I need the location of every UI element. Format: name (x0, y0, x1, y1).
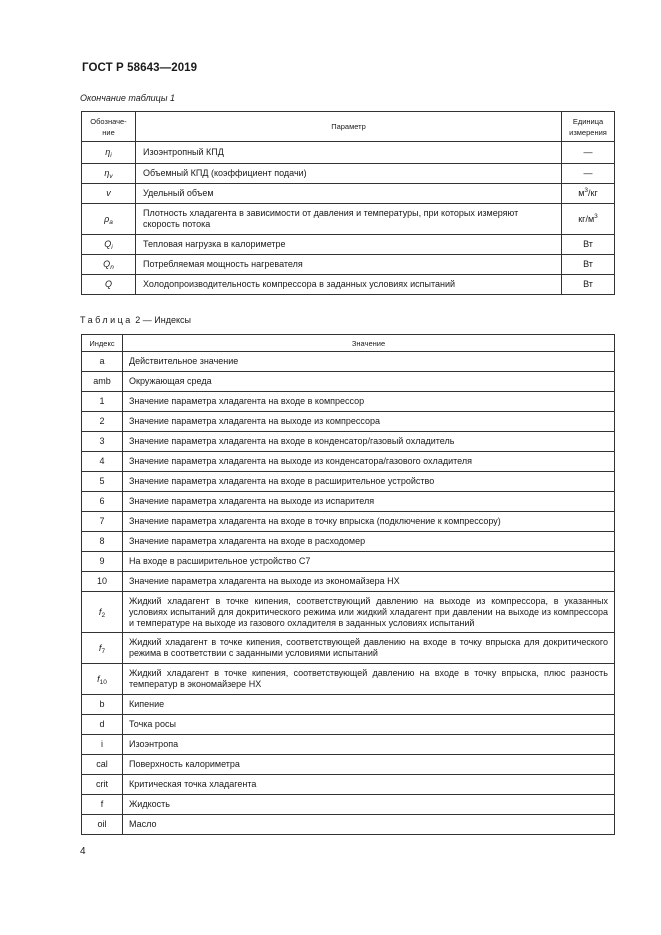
table2-caption (80, 315, 191, 325)
index-cell (82, 412, 123, 432)
symbol-cell (82, 255, 136, 275)
index-text: i (101, 739, 103, 749)
index-text: f (98, 606, 102, 617)
index-text: 9 (99, 556, 105, 566)
table2-row (82, 775, 615, 795)
table1-row (82, 184, 615, 204)
table1-row (82, 275, 615, 295)
unit-cell (562, 164, 615, 184)
value-cell: Изоэнтропа (123, 735, 615, 755)
parameter-cell: Удельный объем (136, 184, 562, 204)
value-cell: Значение параметра хладагента на входе в конденсатор/газовый охладитель (123, 432, 615, 452)
index-cell (82, 795, 123, 815)
index-cell (82, 755, 123, 775)
symbol-cell (82, 204, 136, 235)
table2-row (82, 432, 615, 452)
table2-row (82, 372, 615, 392)
index-cell (82, 815, 123, 835)
value-cell: Кипение (123, 695, 615, 715)
unit-suffix: /кг (588, 188, 598, 198)
index-cell (82, 452, 123, 472)
unit-text: — (583, 168, 593, 178)
value-cell: Значение параметра хладагента на входе в расходомер (123, 532, 615, 552)
unit-superscript: 3 (584, 187, 589, 194)
symbol-text: η (105, 147, 111, 157)
unit-cell (562, 275, 615, 295)
index-text: 7 (99, 516, 105, 526)
unit-text: Вт (583, 259, 593, 269)
table1-row (82, 204, 615, 235)
symbol-subscript: i (110, 152, 112, 159)
table2-row (82, 735, 615, 755)
index-text: crit (96, 779, 108, 789)
index-text: 6 (99, 496, 105, 506)
symbol-text: v (106, 188, 111, 198)
parameter-cell: Объемный КПД (коэффициент подачи) (136, 164, 562, 184)
table1-header-row (82, 112, 615, 142)
index-cell (82, 532, 123, 552)
index-subscript: 7 (101, 647, 106, 655)
symbol-text: η (104, 168, 110, 178)
col-symbol-header: Обозначе- ние (82, 112, 136, 142)
index-subscript: 2 (101, 611, 106, 619)
unit-cell (562, 142, 615, 164)
index-cell (82, 492, 123, 512)
symbol-subscript: i (111, 244, 113, 251)
table2-header-row (82, 335, 615, 352)
symbol-cell (82, 275, 136, 295)
value-cell: Критическая точка хладагента (123, 775, 615, 795)
table2-row (82, 755, 615, 775)
index-text: 3 (99, 436, 105, 446)
page-number: 4 (80, 846, 86, 857)
index-cell (82, 633, 123, 664)
parameter-cell: Холодопроизводительность компрессора в заданных условиях испытаний (136, 275, 562, 295)
table2-row (82, 352, 615, 372)
value-cell: Жидкий хладагент в точке кипения, соответствующей давлению на входе в точку впрыска, плюс разность температур в экономайзере НХ (123, 664, 615, 695)
symbol-text: Q (104, 279, 112, 289)
table2-row (82, 452, 615, 472)
index-text: cal (96, 759, 108, 769)
index-cell (82, 715, 123, 735)
col-param-header: Параметр (136, 112, 562, 142)
index-text: oil (97, 819, 107, 829)
unit-text: м (578, 188, 585, 198)
index-cell (82, 432, 123, 452)
table2-row (82, 472, 615, 492)
index-cell (82, 735, 123, 755)
value-cell: Значение параметра хладагента на выходе из компрессора (123, 412, 615, 432)
index-text: f (100, 799, 104, 809)
parameter-cell: Потребляемая мощность нагревателя (136, 255, 562, 275)
table2-row (82, 512, 615, 532)
table1-row (82, 142, 615, 164)
col-unit-header: Единица измерения (562, 112, 615, 142)
table2-row (82, 815, 615, 835)
value-cell: Значение параметра хладагента на выходе из конденсатора/газового охладителя (123, 452, 615, 472)
value-cell: Точка росы (123, 715, 615, 735)
table2-row (82, 715, 615, 735)
table1-row (82, 255, 615, 275)
col-value-header: Значение (123, 335, 615, 352)
symbol-text: ρ (104, 213, 110, 224)
table2-row (82, 664, 615, 695)
symbol-subscript: v (109, 173, 113, 180)
table2-row (82, 633, 615, 664)
unit-cell (562, 184, 615, 204)
table-indices (81, 334, 615, 835)
value-cell: Значение параметра хладагента на выходе из испарителя (123, 492, 615, 512)
value-cell: На входе в расширительное устройство С7 (123, 552, 615, 572)
value-cell: Жидкость (123, 795, 615, 815)
table2-caption-prefix: Таблица (80, 315, 133, 325)
unit-text: — (583, 147, 593, 157)
symbol-cell (82, 235, 136, 255)
unit-text: Вт (583, 239, 593, 249)
table1-caption: Окончание таблицы 1 (80, 93, 175, 103)
table2-row (82, 795, 615, 815)
table1-row (82, 164, 615, 184)
document-code: ГОСТ Р 58643—2019 (82, 62, 198, 74)
index-text: f (98, 642, 102, 653)
value-cell: Значение параметра хладагента на входе в расширительное устройство (123, 472, 615, 492)
index-cell (82, 392, 123, 412)
value-cell: Поверхность калориметра (123, 755, 615, 775)
table2-row (82, 492, 615, 512)
index-subscript: 10 (99, 678, 107, 686)
symbol-text: Q (104, 239, 112, 249)
index-cell (82, 512, 123, 532)
index-text: a (99, 356, 105, 366)
symbol-subscript: a (109, 218, 113, 226)
parameter-cell: Тепловая нагрузка в калориметре (136, 235, 562, 255)
index-text: 10 (96, 576, 107, 586)
index-text: 2 (99, 416, 105, 426)
index-cell (82, 664, 123, 695)
value-cell: Значение параметра хладагента на выходе из экономайзера НХ (123, 572, 615, 592)
parameter-cell: Плотность хладагента в зависимости от давления и температуры, при которых измеряют скорость потока (136, 204, 562, 235)
value-cell: Окружающая среда (123, 372, 615, 392)
index-cell (82, 472, 123, 492)
table2-row (82, 412, 615, 432)
index-cell (82, 372, 123, 392)
value-cell: Значение параметра хладагента на входе в точку впрыска (подключение к компрессору) (123, 512, 615, 532)
index-text: amb (93, 376, 111, 386)
unit-text: Вт (583, 279, 593, 289)
unit-text: кг/м (578, 213, 595, 224)
table2-row (82, 552, 615, 572)
index-text: f (97, 673, 100, 684)
index-cell (82, 695, 123, 715)
value-cell: Действительное значение (123, 352, 615, 372)
symbol-cell (82, 142, 136, 164)
table-symbols (81, 111, 615, 295)
symbol-text: Q (103, 259, 111, 269)
unit-superscript: 3 (594, 212, 598, 220)
index-cell (82, 775, 123, 795)
index-text: 5 (99, 476, 105, 486)
value-cell: Жидкий хладагент в точке кипения, соответствующий давлению на выходе из компрессора, в указанных условиях испытаний для докритического режима или жидкий хладагент при давлении на выходе из компрессора и температуре на выходе из газового охладителя в заданных условиях испытаний (123, 592, 615, 633)
index-text: 4 (99, 456, 105, 466)
unit-cell (562, 235, 615, 255)
index-cell (82, 572, 123, 592)
table2-row (82, 532, 615, 552)
index-text: 8 (99, 536, 105, 546)
index-text: 1 (99, 396, 105, 406)
value-cell: Значение параметра хладагента на входе в компрессор (123, 392, 615, 412)
table1-row (82, 235, 615, 255)
table2-row (82, 572, 615, 592)
table2-row (82, 392, 615, 412)
value-cell: Масло (123, 815, 615, 835)
table2-caption-rest: 2 — Индексы (132, 315, 192, 325)
unit-cell (562, 204, 615, 235)
index-cell (82, 592, 123, 633)
table2-row (82, 695, 615, 715)
index-cell (82, 552, 123, 572)
parameter-cell: Изоэнтропный КПД (136, 142, 562, 164)
unit-cell (562, 255, 615, 275)
value-cell: Жидкий хладагент в точке кипения, соответствующей давлению на входе в точку впрыска для докритического режима в соответствии с заданными условиями испытаний (123, 633, 615, 664)
index-text: d (99, 719, 105, 729)
symbol-subscript: n (110, 264, 114, 271)
index-text: b (99, 699, 105, 709)
index-cell (82, 352, 123, 372)
symbol-cell (82, 184, 136, 204)
table2-row (82, 592, 615, 633)
col-index-header: Индекс (82, 335, 123, 352)
symbol-cell (82, 164, 136, 184)
